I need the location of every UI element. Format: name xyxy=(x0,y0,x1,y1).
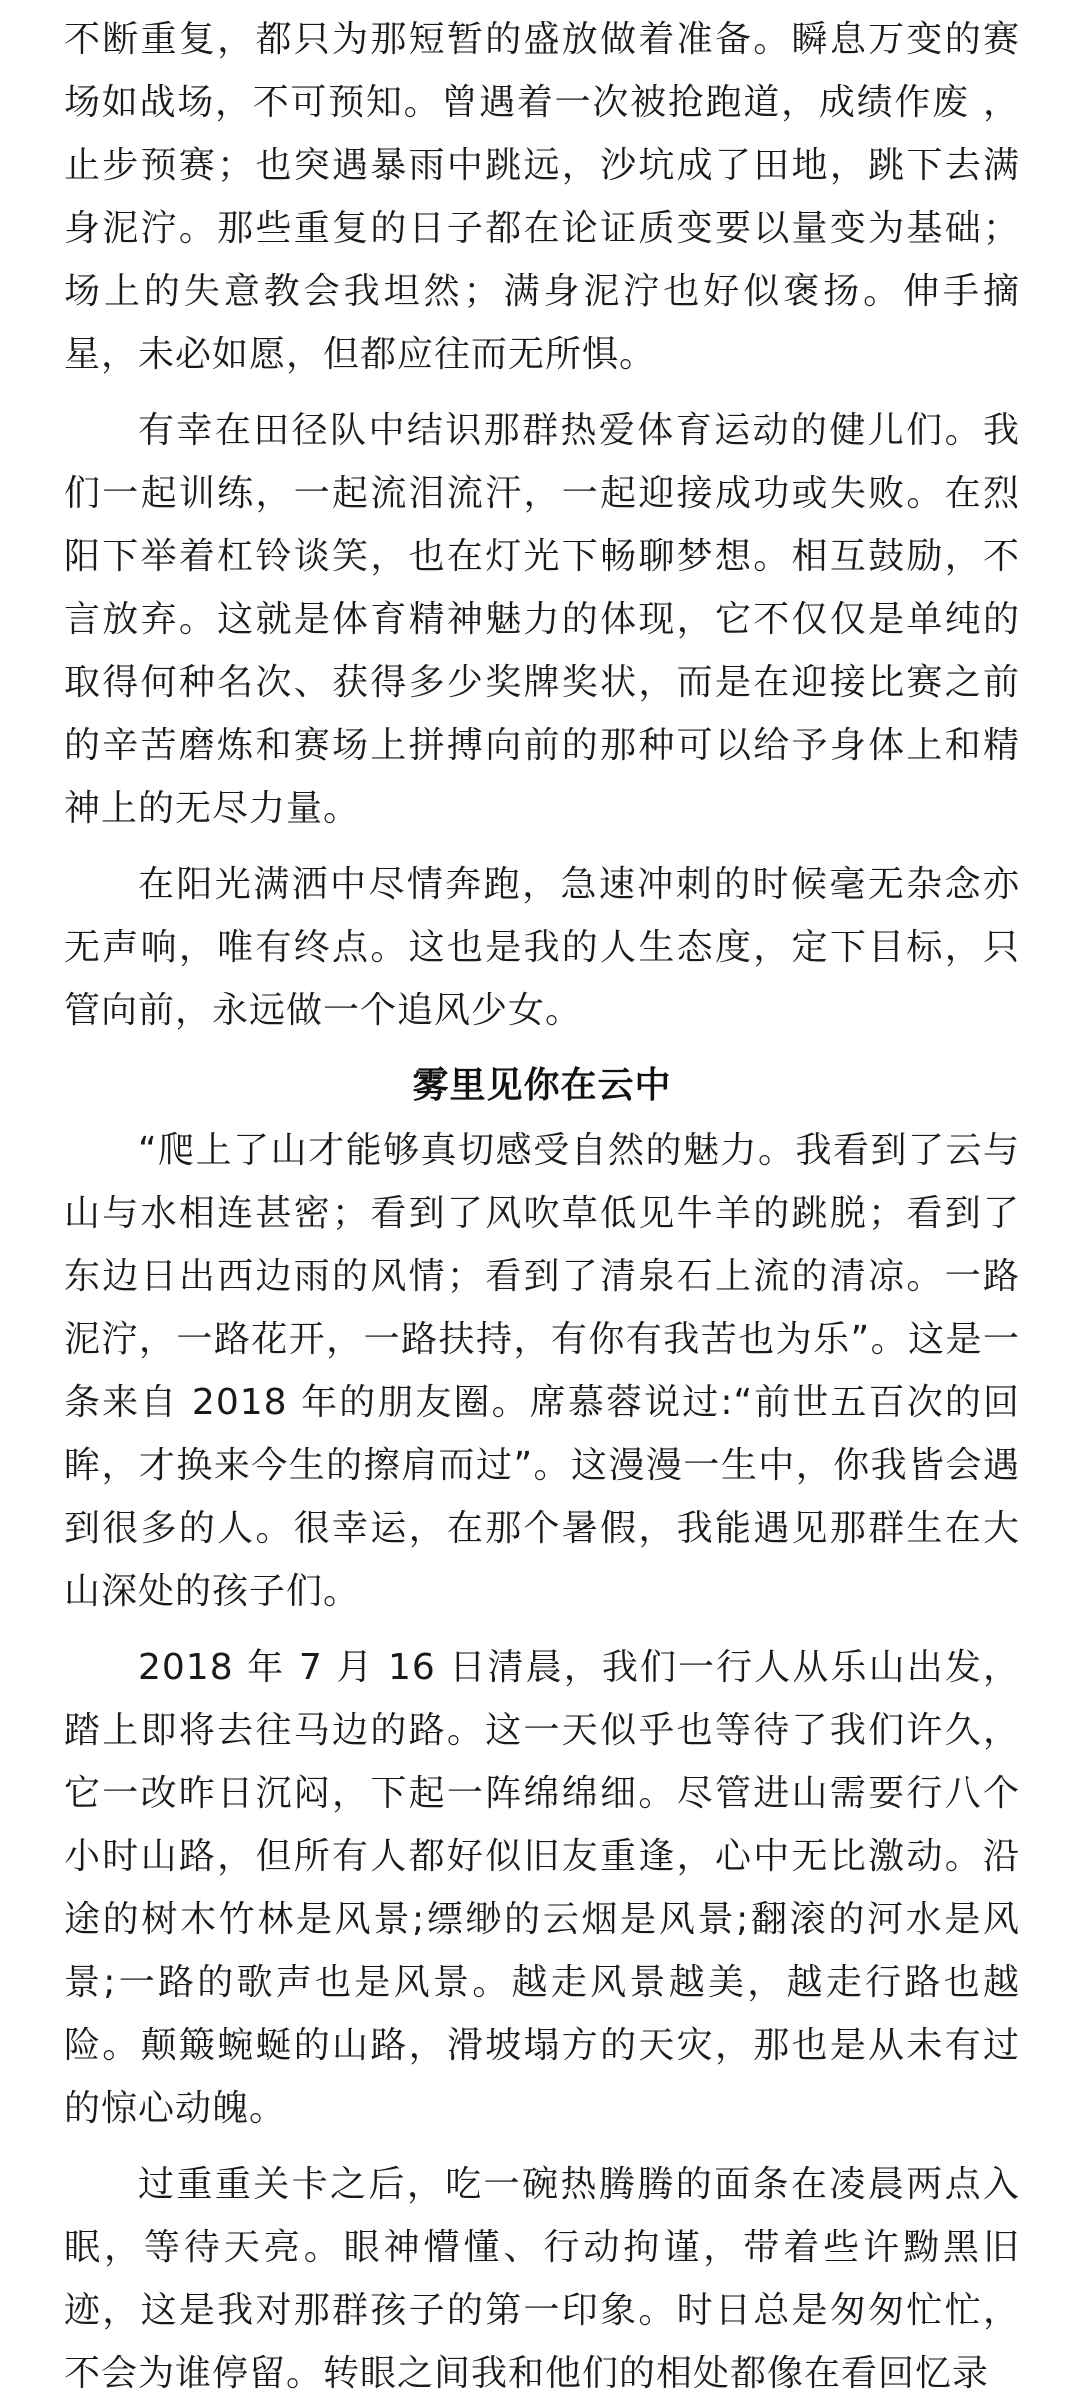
paragraph-team: 有幸在田径队中结识那群热爱体育运动的健儿们。我们一起训练，一起流泪流汗，一起迎接成功或失败。在烈阳下举着杠铃谈笑，也在灯光下畅聊梦想。相互鼓励，不言放弃。这就是体育精神魅力的体现，它不仅仅是单纯的取得何种名次、获得多少奖牌奖状，而是在迎接比赛之前的辛苦磨炼和赛场上拼搏向前的那种可以给予身体上和精神上的无尽力量。 xyxy=(64,410,1020,829)
paragraph-journey: 2018 年 7 月 16 日清晨，我们一行人从乐山出发，踏上即将去往马边的路。这一天似乎也等待了我们许久，它一改昨日沉闷，下起一阵绵绵细。尽管进山需要行八个小时山路，但所有人都好似旧友重逢，心中无比激动。沿途的树木竹林是风景;缥缈的云烟是风景;翻滚的河水是风景;一路的歌声也是风景。越走风景越美，越走行路也越险。颠簸蜿蜒的山路，滑坡塌方的天灾，那也是从未有过的惊心动魄。 xyxy=(64,1647,1020,2129)
paragraph-training: 不断重复，都只为那短暂的盛放做着准备。瞬息万变的赛场如战场，不可预知。曾遇着一次被抢跑道，成绩作废 ，止步预赛；也突遇暴雨中跳远，沙坑成了田地，跳下去满身泥泞。那些重复的日子都在论证质变要以量变为基础；场上的失意教会我坦然；满身泥泞也好似褒扬。伸手摘星，未必如愿，但都应往而无所惧。 xyxy=(64,19,1020,375)
paragraph-moments-post: “爬上了山才能够真切感受自然的魅力。我看到了云与山与水相连甚密；看到了风吹草低见牛羊的跳脱；看到了东边日出西边雨的风情；看到了清泉石上流的清凉。一路泥泞，一路花开，一路扶持，有你有我苦也为乐”。这是一条来自 2018 年的朋友圈。席慕蓉说过:“前世五百次的回眸，才换来今生的擦肩而过”。这漫漫一生中，你我皆会遇到很多的人。很幸运，在那个暑假，我能遇见那群生在大山深处的孩子们。 xyxy=(64,1130,1020,1612)
section-heading: 雾里见你在云中 xyxy=(412,1065,672,1106)
paragraph-first-impression: 过重重关卡之后，吃一碗热腾腾的面条在凌晨两点入眠，等待天亮。眼神懵懂、行动拘谨，带着些许黝黑旧迹，这是我对那群孩子的第一印象。时日总是匆匆忙忙，不会为谁停留。转眼之间我和他们的相处都像在看回忆录 xyxy=(64,2164,1020,2394)
article-body xyxy=(64,0,1020,2405)
paragraph-running: 在阳光满洒中尽情奔跑，急速冲刺的时候毫无杂念亦无声响，唯有终点。这也是我的人生态度，定下目标，只管向前，永远做一个追风少女。 xyxy=(64,864,1020,1031)
